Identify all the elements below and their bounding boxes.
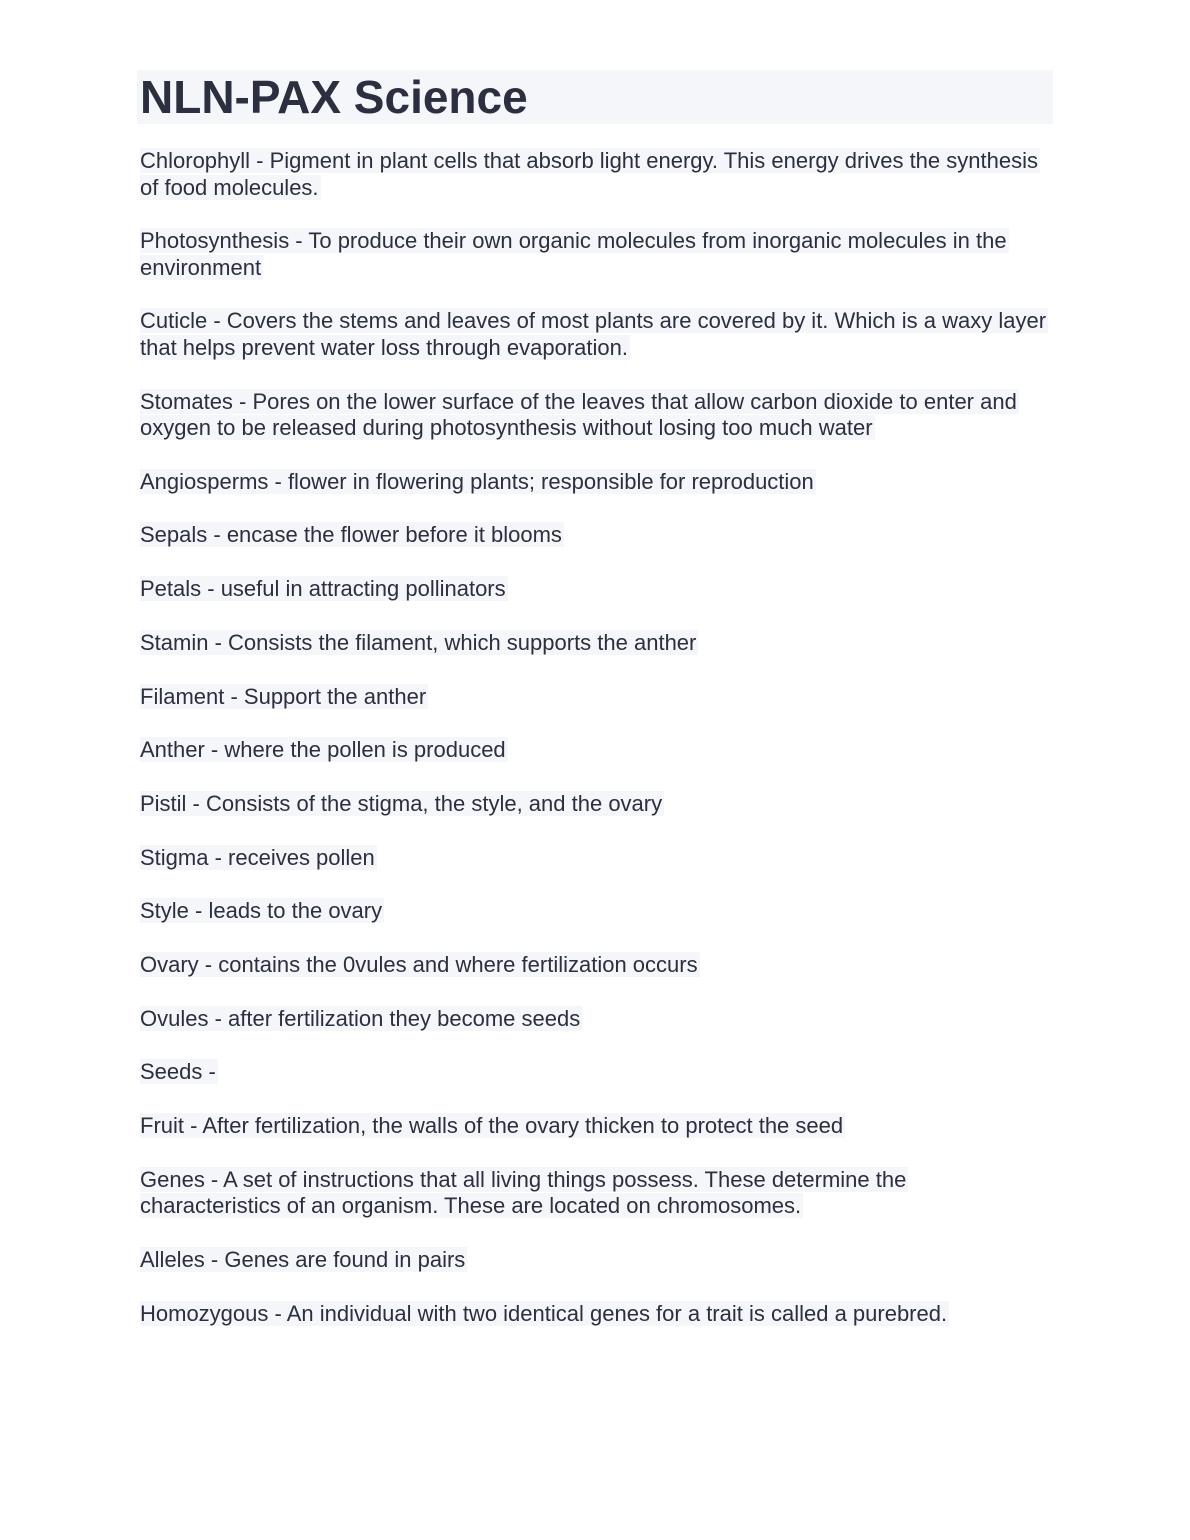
term-text: Ovules - after fertilization they become seeds	[140, 1005, 581, 1031]
term-entry-chlorophyll	[140, 148, 1053, 201]
term-entry-stamin	[140, 630, 1053, 657]
term-text: Ovary - contains the 0vules and where fertilization occurs	[140, 951, 698, 977]
term-entry-petals	[140, 576, 1053, 603]
term-text: Filament - Support the anther	[140, 683, 427, 709]
term-entry-style	[140, 898, 1053, 925]
term-text: Cuticle - Covers the stems and leaves of most plants are covered by it. Which is a waxy layer that helps prevent water loss through evaporation.	[140, 308, 1047, 360]
term-entry-photosynthesis	[140, 228, 1053, 281]
document-page	[137, 70, 1053, 1354]
term-entry-sepals	[140, 522, 1053, 549]
term-text: Genes - A set of instructions that all living things possess. These determine the characteristics of an organism. These are located on chromosomes.	[140, 1166, 907, 1219]
term-entry-homozygous	[140, 1301, 1053, 1328]
term-entry-stomates	[140, 389, 1053, 442]
term-text: Stigma - receives pollen	[140, 844, 375, 870]
title-bar	[137, 70, 1053, 124]
term-text: Seeds -	[140, 1059, 216, 1085]
term-text: Stamin - Consists the filament, which supports the anther	[140, 629, 697, 655]
term-text: Anther - where the pollen is produced	[140, 737, 506, 763]
term-entry-stigma	[140, 845, 1053, 872]
term-entry-cuticle	[140, 308, 1053, 361]
term-entry-ovary	[140, 952, 1053, 979]
term-entry-seeds	[140, 1059, 1053, 1086]
term-entry-angiosperms	[140, 469, 1053, 496]
term-entry-filament	[140, 684, 1053, 711]
term-text: Style - leads to the ovary	[140, 898, 383, 924]
term-text: Photosynthesis - To produce their own organic molecules from inorganic molecules in the environment	[140, 228, 1007, 280]
term-text: Stomates - Pores on the lower surface of the leaves that allow carbon dioxide to enter and oxygen to be released during photosynthesis without losing too much water	[140, 388, 1017, 441]
term-text: Pistil - Consists of the stigma, the style, and the ovary	[140, 790, 663, 816]
term-text: Homozygous - An individual with two identical genes for a trait is called a purebred.	[140, 1300, 948, 1326]
term-entry-pistil	[140, 791, 1053, 818]
term-text: Sepals - encase the flower before it blooms	[140, 522, 562, 548]
term-entry-alleles	[140, 1247, 1053, 1274]
term-text: Petals - useful in attracting pollinators	[140, 576, 506, 602]
term-entry-ovules	[140, 1006, 1053, 1033]
term-text: Chlorophyll - Pigment in plant cells that absorb light energy. This energy drives the synthesis of food molecules.	[140, 148, 1038, 200]
page-title: NLN-PAX Science	[140, 71, 528, 123]
term-entry-anther	[140, 737, 1053, 764]
term-entry-fruit	[140, 1113, 1053, 1140]
term-text: Fruit - After fertilization, the walls of the ovary thicken to protect the seed	[140, 1113, 844, 1138]
term-entry-genes	[140, 1167, 1053, 1220]
term-text: Alleles - Genes are found in pairs	[140, 1246, 466, 1272]
term-list	[137, 148, 1053, 1327]
term-text: Angiosperms - flower in flowering plants; responsible for reproduction	[140, 468, 814, 494]
